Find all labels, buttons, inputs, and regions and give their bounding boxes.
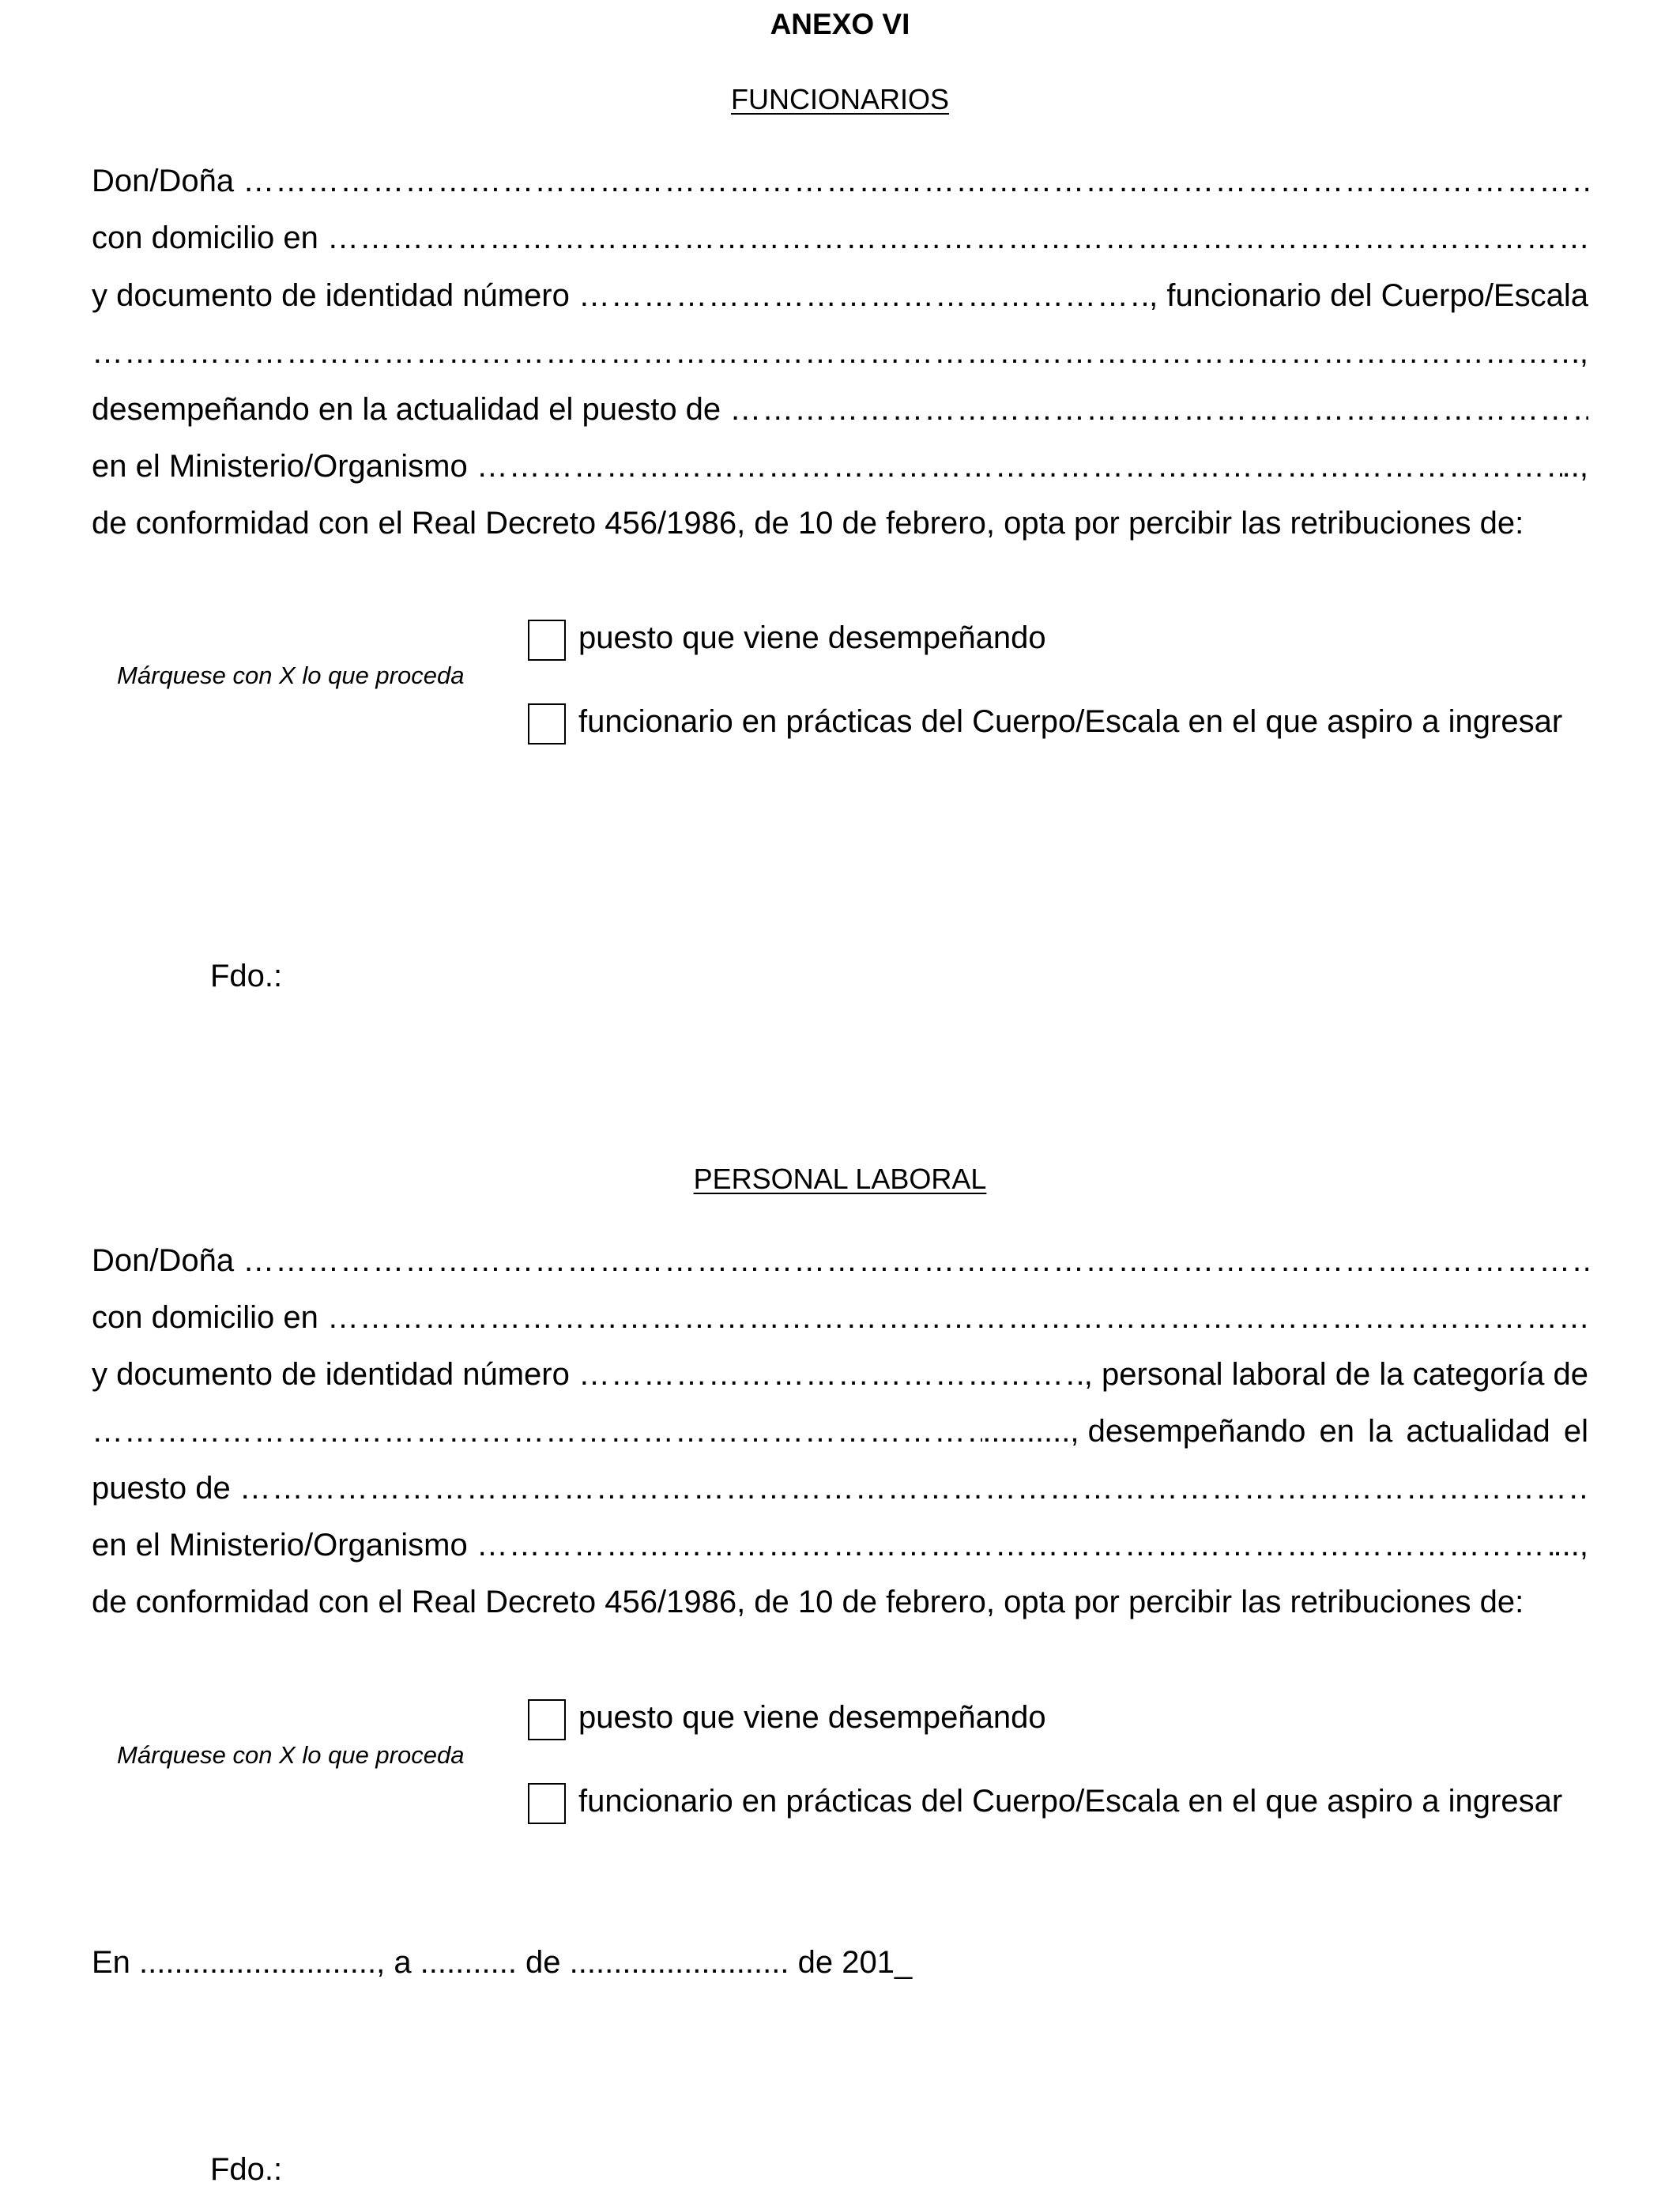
- mark-note: Márquese con X lo que proceda: [117, 1741, 465, 1769]
- fill-dots: [477, 445, 1562, 488]
- documento-line: y documento de identidad número ……………………………………………………………………………………………………………………………………………………………………………………………………………………………………………………… , funcionario del Cuerpo/Escala: [92, 274, 1588, 317]
- domicilio-line: con domicilio en ………………………………………………………………………………………………………………………………………………………………………………………………………………………………………………………: [92, 1296, 1588, 1339]
- fill-dots: [239, 1467, 1588, 1510]
- fill-dots: [578, 274, 1149, 317]
- option-practicas-checkbox[interactable]: [528, 1783, 566, 1824]
- cuerpo-escala-line: ……………………………………………………………………………………………………………………………………………………………………………………………………………………………………………………… ,: [92, 331, 1588, 374]
- fill-dots: [578, 1353, 1084, 1396]
- option-practicas-label: funcionario en prácticas del Cuerpo/Escala en el que aspiro a ingresar: [578, 704, 1563, 739]
- section-heading-funcionarios: FUNCIONARIOS: [730, 83, 949, 115]
- ministerio-line: en el Ministerio/Organismo ……………………………………………………………………………………………………………………………………………………………………………………………………………………………………………………… ..,: [92, 445, 1588, 488]
- option-practicas-label: funcionario en prácticas del Cuerpo/Escala en el que aspiro a ingresar: [578, 1784, 1563, 1819]
- option-puesto-checkbox[interactable]: [528, 620, 566, 661]
- conformidad-text: de conformidad con el Real Decreto 456/1986, de 10 de febrero, opta por percibir las retribuciones de:: [92, 506, 1524, 541]
- fill-dots: [327, 217, 1588, 259]
- ministerio-line: en el Ministerio/Organismo ……………………………………………………………………………………………………………………………………………………………………………………………………………………………………………………… ...,: [92, 1524, 1588, 1566]
- conformidad-text: de conformidad con el Real Decreto 456/1986, de 10 de febrero, opta por percibir las retribuciones de:: [92, 1585, 1524, 1619]
- documento-line: y documento de identidad número ……………………………………………………………………………………………………………………………………………………………………………………………………………………………………………………… , personal laboral de la categoría de: [92, 1353, 1588, 1396]
- don-dona-line: Don/Doña ………………………………………………………………………………………………………………………………………………………………………………………………………………………………………………………: [92, 1239, 1588, 1282]
- fill-dots: [327, 1296, 1588, 1339]
- fill-dots: [92, 331, 1580, 374]
- fill-dots: [92, 1410, 982, 1453]
- section-heading-laboral: PERSONAL LABORAL: [693, 1163, 987, 1195]
- option-practicas-checkbox[interactable]: [528, 703, 566, 745]
- option-puesto-label: puesto que viene desempeñando: [578, 1700, 1046, 1735]
- document-title: ANEXO VI: [770, 8, 910, 40]
- fill-dots: [477, 1524, 1554, 1566]
- option-puesto-checkbox[interactable]: [528, 1699, 566, 1740]
- fill-dots: [243, 160, 1588, 202]
- option-puesto-label: puesto que viene desempeñando: [578, 620, 1046, 655]
- puesto-line: desempeñando en la actualidad el puesto de ………………………………………………………………………………………………………………………………………………………………………………………………………………………………………………………: [92, 388, 1588, 431]
- puesto-line: puesto de ………………………………………………………………………………………………………………………………………………………………………………………………………………………………………………………: [92, 1467, 1588, 1510]
- domicilio-line: con domicilio en ………………………………………………………………………………………………………………………………………………………………………………………………………………………………………………………: [92, 217, 1588, 259]
- signature-label: Fdo.:: [210, 2152, 283, 2187]
- signature-label: Fdo.:: [210, 959, 283, 993]
- fill-dots: [729, 388, 1588, 431]
- date-line: En ..........................., a ........... de ......................... de 201_: [92, 1945, 913, 1980]
- mark-note: Márquese con X lo que proceda: [117, 662, 465, 689]
- don-dona-line: Don/Doña ………………………………………………………………………………………………………………………………………………………………………………………………………………………………………………………: [92, 160, 1588, 202]
- categoria-line: ……………………………………………………………………………………………………………………………………………………………………………………………………………………………………………………… .........., desempeñando en la actualidad el: [92, 1410, 1588, 1453]
- fill-dots: [243, 1239, 1588, 1282]
